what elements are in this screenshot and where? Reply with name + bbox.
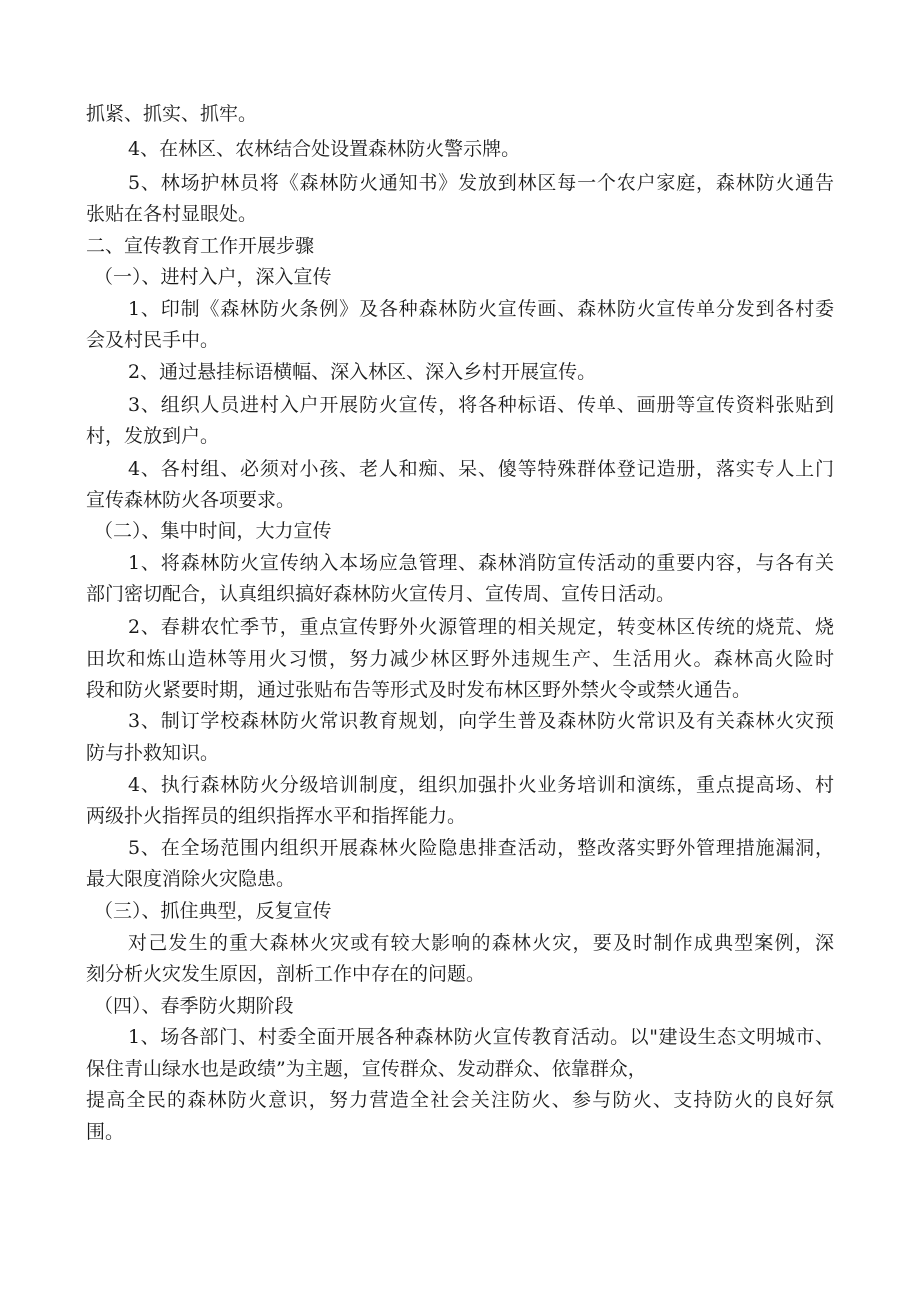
text-line: 保住青山绿水也是政绩”为主题，宣传群众、发动群众、依靠群众，	[86, 1058, 647, 1080]
text-line: 宣传森林防火各项要求。	[86, 489, 296, 511]
text-line: 抓紧、抓实、抓牢。	[86, 103, 258, 125]
list-item: 5、在全场范围内组织开展森林火险隐患排查活动，整改落实野外管理措施漏洞，	[128, 837, 834, 859]
text-line: 最大限度消除火灾隐患。	[86, 868, 296, 890]
text-line: 提高全民的森林防火意识，努力营造全社会关注防火、参与防火、支持防火的良好氛	[86, 1089, 834, 1111]
section-heading: 二、宣传教育工作开展步骤	[86, 235, 315, 257]
text-line: 会及村民手中。	[86, 329, 220, 351]
subsection-heading: （四）、春季防火期阶段	[94, 995, 294, 1017]
text-line: 部门密切配合，认真组织搞好森林防火宣传月、宣传周、宣传日活动。	[86, 583, 676, 605]
paragraph-line: 对己发生的重大森林火灾或有较大影响的森林火灾，要及时制作成典型案例，深	[128, 932, 834, 954]
list-item: 2、春耕农忙季节，重点宣传野外火源管理的相关规定，转变林区传统的烧荒、烧	[128, 616, 834, 638]
subsection-heading: （二）、集中时间，大力宣传	[94, 520, 332, 542]
list-item: 5、林场护林员将《森林防火通知书》发放到林区每一个农户家庭，森林防火通告	[128, 172, 834, 194]
text-line: 田坎和炼山造林等用火习惯，努力减少林区野外违规生产、生活用火。森林高火险时	[86, 648, 834, 670]
list-item: 2、通过悬挂标语横幅、深入林区、深入乡村开展宣传。	[128, 361, 597, 383]
list-item: 3、组织人员进村入户开展防火宣传，将各种标语、传单、画册等宣传资料张贴到	[128, 394, 834, 416]
text-line: 防与扑救知识。	[86, 742, 220, 764]
list-item: 1、印制《森林防火条例》及各种森林防火宣传画、森林防火宣传单分发到各村委	[128, 298, 834, 320]
list-item: 1、将森林防火宣传纳入本场应急管理、森林消防宣传活动的重要内容，与各有关	[128, 552, 834, 574]
text-line: 段和防火紧要时期，通过张贴布告等形式及时发布林区野外禁火令或禁火通告。	[86, 679, 752, 701]
text-line: 两级扑火指挥员的组织指挥水平和指挥能力。	[86, 805, 467, 827]
list-item: 4、各村组、必须对小孩、老人和痴、呆、傻等特殊群体登记造册，落实专人上门	[128, 458, 834, 480]
subsection-heading: （一）、进村入户，深入宣传	[94, 266, 332, 288]
text-line: 刻分析火灾发生原因，剖析工作中存在的问题。	[86, 963, 486, 985]
list-item: 3、制订学校森林防火常识教育规划，向学生普及森林防火常识及有关森林火灾预	[128, 710, 834, 732]
subsection-heading: （三）、抓住典型，反复宣传	[94, 900, 332, 922]
list-item: 4、在林区、农林结合处设置森林防火警示牌。	[128, 138, 521, 160]
list-item: 4、执行森林防火分级培训制度，组织加强扑火业务培训和演练，重点提高场、村	[128, 774, 834, 796]
text-line: 村，发放到户。	[86, 425, 220, 447]
text-line: 围。	[86, 1121, 125, 1143]
text-line: 张贴在各村显眼处。	[86, 203, 258, 225]
list-item: 1、场各部门、村委全面开展各种森林防火宣传教育活动。以"建设生态文明城市、	[128, 1026, 834, 1048]
